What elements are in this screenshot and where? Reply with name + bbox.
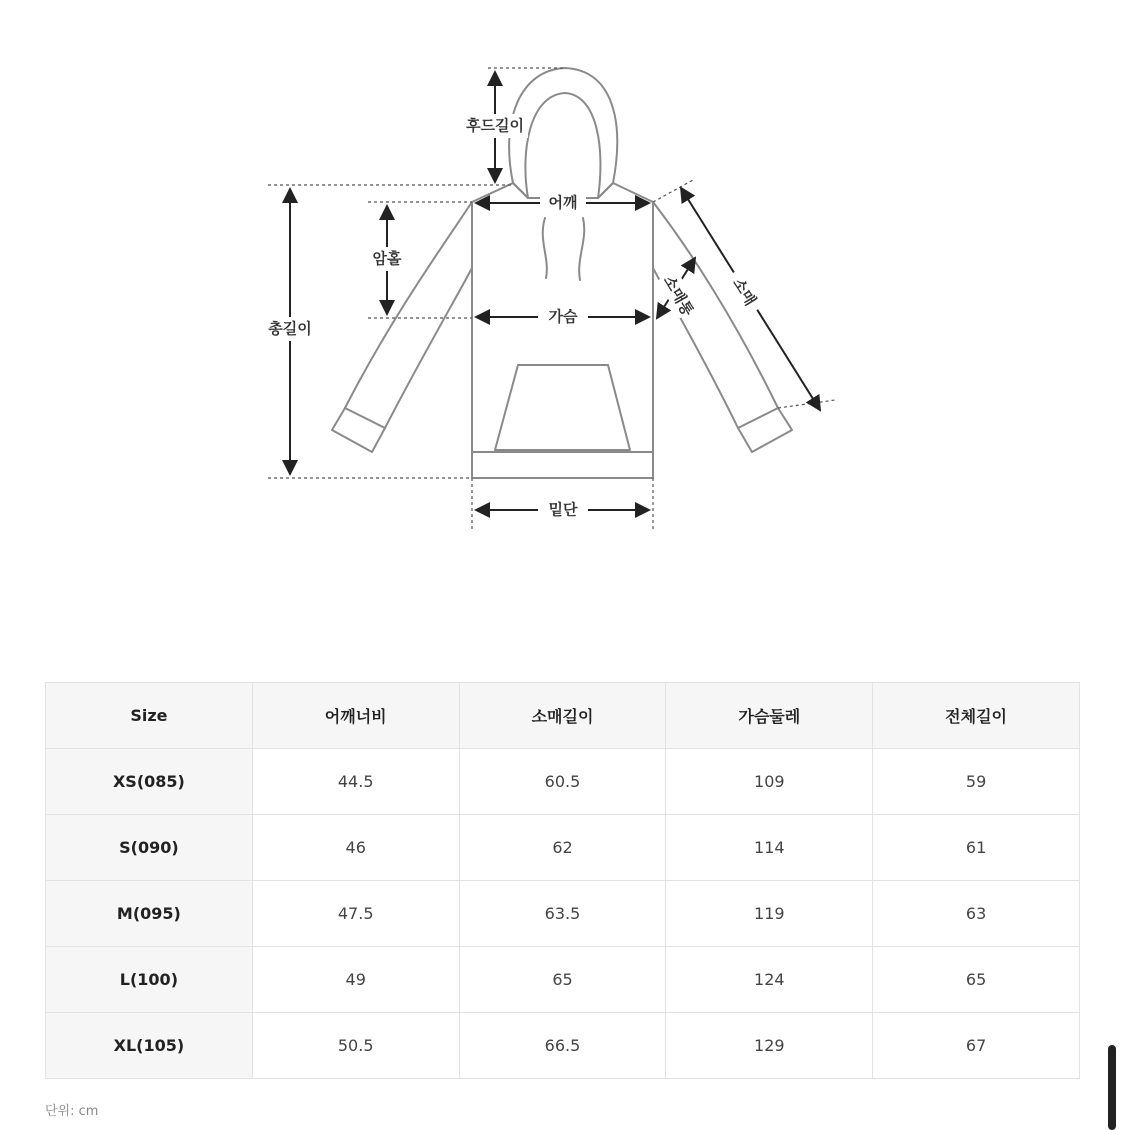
chest-circumference-cell: 124 bbox=[666, 947, 873, 1013]
sleeve-length-cell: 63.5 bbox=[459, 881, 666, 947]
scrollbar-thumb[interactable] bbox=[1108, 1045, 1116, 1130]
header-size: Size bbox=[46, 683, 253, 749]
sleeve-label: 소매 bbox=[729, 274, 760, 309]
table-row bbox=[46, 815, 1080, 881]
size-cell: M(095) bbox=[46, 881, 253, 947]
chest-dimension bbox=[476, 305, 649, 329]
hem-dimension bbox=[476, 498, 649, 522]
hood-length-label: 후드길이 bbox=[466, 116, 524, 135]
size-cell: L(100) bbox=[46, 947, 253, 1013]
shoulder-width-cell: 50.5 bbox=[252, 1013, 459, 1079]
hood-length-dimension bbox=[462, 72, 528, 182]
shoulder-label: 어깨 bbox=[548, 193, 578, 212]
table-row bbox=[46, 947, 1080, 1013]
drawstring-left bbox=[543, 218, 547, 278]
shoulder-dimension bbox=[476, 191, 649, 215]
header-sleeve-length: 소매길이 bbox=[459, 683, 666, 749]
sleeve-length-cell: 66.5 bbox=[459, 1013, 666, 1079]
size-cell: XL(105) bbox=[46, 1013, 253, 1079]
armhole-label: 암홀 bbox=[372, 249, 402, 268]
header-chest-circumference: 가슴둘레 bbox=[666, 683, 873, 749]
sleeve-length-cell: 62 bbox=[459, 815, 666, 881]
shoulder-width-cell: 47.5 bbox=[252, 881, 459, 947]
sleeve-width-dimension bbox=[657, 258, 699, 320]
hem-label: 밑단 bbox=[548, 500, 578, 519]
chest-circumference-cell: 119 bbox=[666, 881, 873, 947]
hoodie-outline bbox=[332, 68, 792, 478]
chest-circumference-cell: 109 bbox=[666, 749, 873, 815]
total-length-cell: 61 bbox=[873, 815, 1080, 881]
chest-circumference-cell: 114 bbox=[666, 815, 873, 881]
size-chart-table bbox=[45, 682, 1080, 1079]
header-total-length: 전체길이 bbox=[873, 683, 1080, 749]
shoulder-width-cell: 49 bbox=[252, 947, 459, 1013]
total-length-dimension bbox=[260, 189, 320, 474]
left-sleeve bbox=[345, 202, 472, 428]
total-length-label: 총길이 bbox=[268, 319, 312, 338]
sleeve-length-cell: 60.5 bbox=[459, 749, 666, 815]
unit-note: 단위: cm bbox=[45, 1104, 99, 1119]
sleeve-width-label: 소매통 bbox=[659, 272, 698, 320]
table-row bbox=[46, 749, 1080, 815]
kangaroo-pocket bbox=[495, 365, 630, 450]
header-shoulder-width: 어깨너비 bbox=[252, 683, 459, 749]
total-length-cell: 59 bbox=[873, 749, 1080, 815]
shoulder-width-cell: 46 bbox=[252, 815, 459, 881]
table-row bbox=[46, 1013, 1080, 1079]
size-cell: S(090) bbox=[46, 815, 253, 881]
armhole-dimension bbox=[365, 206, 409, 314]
chest-label: 가슴 bbox=[548, 307, 578, 326]
sleeve-length-cell: 65 bbox=[459, 947, 666, 1013]
size-cell: XS(085) bbox=[46, 749, 253, 815]
drawstring-right bbox=[579, 218, 584, 280]
shoulder-width-cell: 44.5 bbox=[252, 749, 459, 815]
chest-circumference-cell: 129 bbox=[666, 1013, 873, 1079]
table-row bbox=[46, 881, 1080, 947]
total-length-cell: 67 bbox=[873, 1013, 1080, 1079]
total-length-cell: 63 bbox=[873, 881, 1080, 947]
total-length-cell: 65 bbox=[873, 947, 1080, 1013]
sleeve-dimension bbox=[681, 188, 820, 410]
table-header-row bbox=[46, 683, 1080, 749]
right-sleeve bbox=[653, 202, 778, 428]
hoodie-measurement-diagram bbox=[0, 0, 1125, 560]
